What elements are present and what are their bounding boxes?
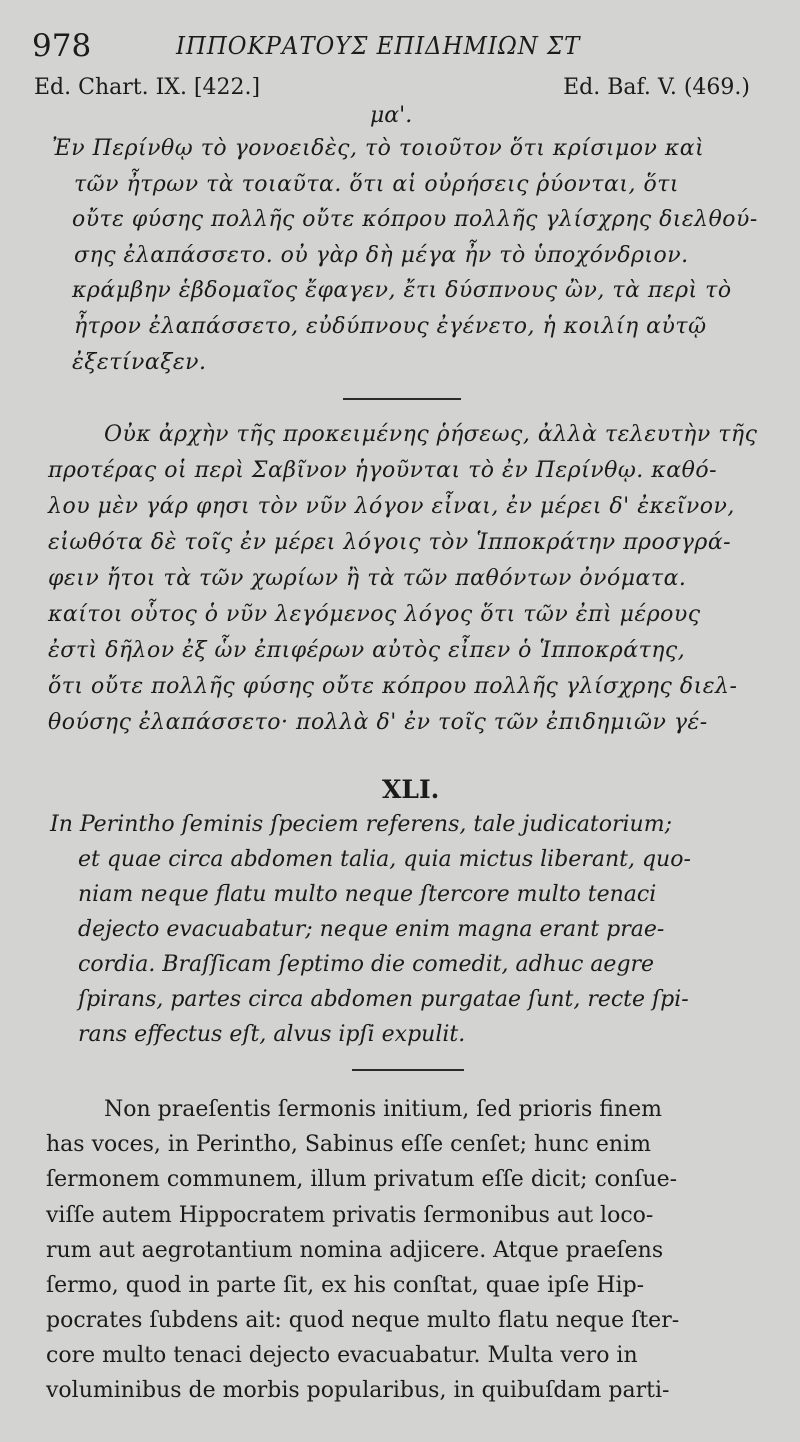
commentary-line: Non praeſentis ſermonis initium, ſed prioris finem — [104, 1097, 662, 1122]
latin-line: niam neque flatu multo neque ſtercore multo tenaci — [78, 882, 657, 907]
latin-line: dejecto evacuabatur; neque enim magna erant prae- — [78, 917, 665, 942]
commentary-line: θούσης ἐλαπάσσετο· πολλὰ δ' ἐν τοῖς τῶν ἐπιδημιῶν γέ- — [48, 710, 708, 735]
commentary-line: φειν ἤτοι τὰ τῶν χωρίων ἢ τὰ τῶν παθόντων ὀνόματα. — [48, 566, 687, 591]
commentary-line: has voces, in Perintho, Sabinus eſſe cenſet; hunc enim — [46, 1132, 651, 1157]
commentary-line: Οὐκ ἀρχὴν τῆς προκειμένης ῥήσεως, ἀλλὰ τελευτὴν τῆς — [104, 422, 758, 447]
greek-line: κράμβην ἑβδομαῖος ἔφαγεν, ἔτι δύσπνους ὢν, τὰ περὶ τὸ — [72, 278, 732, 303]
running-header — [0, 26, 800, 66]
commentary-line: λου μὲν γάρ φησι τὸν νῦν λόγον εἶναι, ἐν μέρει δ' ἐκεῖνον, — [48, 494, 735, 519]
edition-left: Ed. Chart. IX. [422.] — [34, 75, 261, 100]
commentary-line: voluminibus de morbis popularibus, in quibuſdam parti- — [46, 1378, 670, 1403]
edition-line — [0, 72, 800, 104]
latin-line: In Perintho ſeminis ſpeciem referens, tale judicatorium; — [50, 812, 672, 837]
commentary-line: προτέρας οἱ περὶ Σαβῖνον ἡγοῦνται τὸ ἐν Περίνθῳ. καθό- — [48, 458, 717, 483]
page-number: 978 — [32, 28, 92, 64]
running-title: ΙΠΠΟΚΡΑΤΟΥΣ ΕΠΙΔΗΜΙΩΝ ΣΤ — [176, 32, 581, 60]
commentary-line: ἐστὶ δῆλον ἐξ ὧν ἐπιφέρων αὐτὸς εἶπεν ὁ Ἱπποκράτης, — [48, 638, 686, 663]
separator-rule — [352, 1069, 464, 1071]
greek-line: οὔτε φύσης πολλῆς οὔτε κόπρου πολλῆς γλίσχρης διελθού- — [72, 207, 758, 232]
greek-line: Ἐν Περίνθῳ τὸ γονοειδὲς, τὸ τοιοῦτον ὅτι κρίσιμον καὶ — [52, 136, 705, 161]
latin-line: cordia. Braſſicam ſeptimo die comedit, adhuc aegre — [78, 952, 655, 977]
greek-line: ἦτρον ἐλαπάσσετο, εὐδύπνους ἐγένετο, ἡ κοιλίη αὐτῷ — [74, 314, 707, 339]
commentary-line: rum aut aegrotantium nomina adjicere. Atque praeſens — [46, 1238, 664, 1263]
latin-line: rans effectus eſt, alvus ipſi expulit. — [78, 1022, 466, 1047]
commentary-line: ſermonem communem, illum privatum eſſe dicit; conſue- — [46, 1167, 678, 1192]
greek-line: σης ἐλαπάσσετο. οὐ γὰρ δὴ μέγα ἦν τὸ ὑποχόνδριον. — [74, 243, 689, 268]
commentary-line: ſermo, quod in parte ſit, ex his conſtat, quae ipſe Hip- — [46, 1273, 645, 1298]
commentary-line: ὅτι οὔτε πολλῆς φύσης οὔτε κόπρου πολλῆς γλίσχρης διελ- — [48, 674, 738, 699]
commentary-line: pocrates ſubdens ait: quod neque multo flatu neque ſter- — [46, 1308, 680, 1333]
section-number-greek: μα'. — [370, 103, 413, 128]
commentary-line: εἰωθότα δὲ τοῖς ἐν μέρει λόγοις τὸν Ἱπποκράτην προσγρά- — [48, 530, 732, 555]
latin-line: et quae circa abdomen talia, quia mictus liberant, quo- — [78, 847, 691, 872]
greek-line: ἐξετίναξεν. — [72, 350, 207, 375]
commentary-line: καίτοι οὗτος ὁ νῦν λεγόμενος λόγος ὅτι τῶν ἐπὶ μέρους — [48, 602, 701, 627]
commentary-line: viſſe autem Hippocratem privatis ſermonibus aut loco- — [46, 1203, 654, 1228]
edition-right: Ed. Baf. V. (469.) — [563, 75, 750, 100]
commentary-line: core multo tenaci dejecto evacuabatur. Multa vero in — [46, 1343, 638, 1368]
separator-rule — [343, 398, 461, 400]
greek-line: τῶν ἦτρων τὰ τοιαῦτα. ὅτι αἱ οὐρήσεις ῥύονται, ὅτι — [74, 172, 679, 197]
latin-line: ſpirans, partes circa abdomen purgatae ſunt, recte ſpi- — [78, 987, 689, 1012]
section-heading: XLI. — [382, 775, 440, 804]
